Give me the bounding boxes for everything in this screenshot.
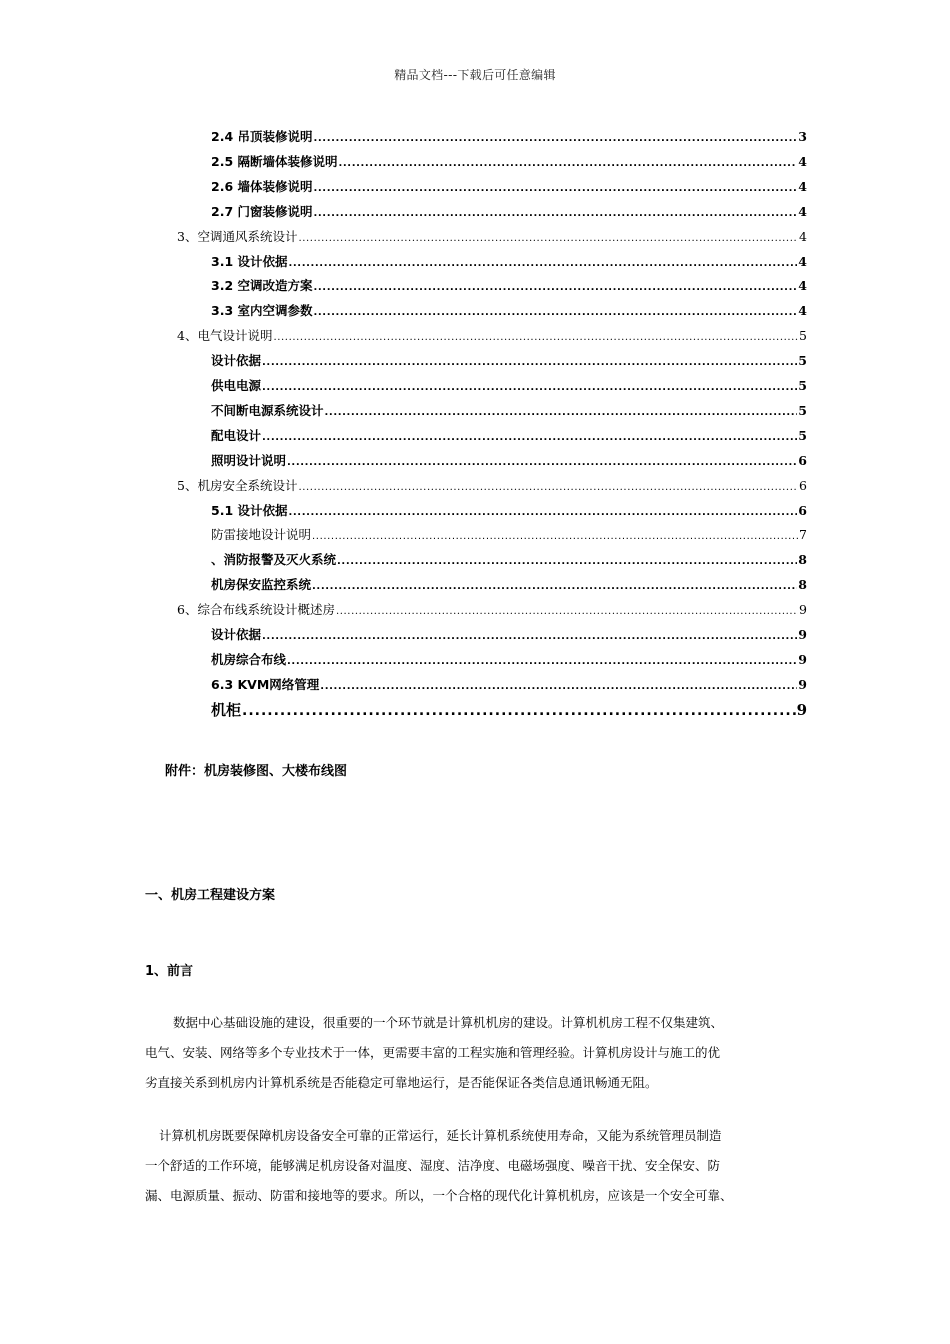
- toc-leader-dots: [314, 204, 798, 224]
- toc-entry-title: 照明设计说明: [211, 452, 287, 468]
- paragraph-line: 数据中心基础设施的建设，很重要的一个环节就是计算机机房的建设。计算机机房工程不仅集建筑、: [173, 1015, 724, 1030]
- toc-entry[interactable]: [211, 401, 807, 421]
- toc-entry-title: 设计依据: [211, 627, 262, 642]
- toc-leader-dots: [242, 701, 796, 721]
- toc-leader-dots: [262, 378, 797, 398]
- toc-entry-page: 5: [798, 402, 807, 418]
- toc-entry-title: 2.5 隔断墙体装修说明: [211, 153, 338, 169]
- toc-leader-dots: [314, 129, 798, 149]
- toc-entry-title: 防雷接地设计说明: [211, 527, 312, 543]
- toc-entry-title: 2.7 门窗装修说明: [211, 203, 313, 219]
- toc-leader-dots: [273, 328, 798, 348]
- toc-entry[interactable]: [211, 426, 807, 446]
- toc-entry[interactable]: [211, 451, 807, 471]
- toc-leader-dots: [314, 179, 798, 199]
- toc-entry[interactable]: [211, 625, 807, 645]
- toc-leader-dots: [325, 403, 798, 423]
- toc-entry-title: 供电电源: [211, 378, 262, 393]
- toc-entry-page: 4: [798, 253, 807, 269]
- toc-entry-title: 机柜: [211, 700, 242, 719]
- toc-leader-dots: [314, 303, 798, 323]
- toc-entry-page: 5: [798, 353, 807, 369]
- paragraph-line: 电气、安装、网络等多个专业技术于一体，更需要丰富的工程实施和管理经验。计算机房设计与施工的优: [145, 1045, 721, 1060]
- toc-entry-page: 6: [798, 452, 807, 468]
- toc-entry[interactable]: [211, 700, 807, 720]
- toc-entry-page: 4: [798, 203, 807, 219]
- toc-entry-page: 9: [798, 651, 807, 667]
- toc-entry-title: 5.1 设计依据: [211, 502, 288, 518]
- toc-entry-page: 4: [798, 178, 807, 194]
- toc-entry[interactable]: [211, 276, 807, 296]
- toc-entry-title: 3、空调通风系统设计: [177, 228, 298, 244]
- toc-entry[interactable]: [211, 650, 807, 670]
- paragraph-line: 劣直接关系到机房内计算机系统是否能稳定可靠地运行，是否能保证各类信息通讯畅通无阻。: [145, 1075, 658, 1090]
- toc-entry[interactable]: [177, 476, 807, 496]
- paragraph-2: [145, 1121, 810, 1211]
- page-header: 精品文档---下载后可任意编辑: [394, 68, 556, 82]
- toc-leader-dots: [337, 552, 797, 572]
- toc-leader-dots: [320, 677, 797, 697]
- toc-leader-dots: [298, 229, 798, 249]
- toc-entry[interactable]: [211, 127, 807, 147]
- toc-entry[interactable]: [211, 202, 807, 222]
- paragraph-line: 计算机机房既要保障机房设备安全可靠的正常运行，延长计算机系统使用寿命，又能为系统管理员制造: [159, 1128, 722, 1143]
- toc-entry-title: 3.2 空调改造方案: [211, 278, 313, 294]
- toc-entry-page: 4: [798, 303, 807, 319]
- toc-entry[interactable]: [211, 177, 807, 197]
- toc-leader-dots: [314, 278, 798, 298]
- toc-entry-title: 5、机房安全系统设计: [177, 477, 298, 493]
- section-heading: 一、机房工程建设方案: [145, 888, 276, 903]
- toc-entry-page: 9: [798, 676, 807, 692]
- toc-entry-page: 4: [799, 228, 807, 244]
- toc-entry-title: 3.1 设计依据: [211, 253, 288, 269]
- toc-entry-title: 机房保安监控系统: [211, 577, 312, 593]
- toc-entry-title: 2.4 吊顶装修说明: [211, 129, 313, 144]
- toc-entry[interactable]: [211, 501, 807, 521]
- toc-entry[interactable]: [211, 351, 807, 371]
- toc-entry-page: 5: [798, 378, 807, 393]
- toc-leader-dots: [262, 428, 797, 448]
- toc-entry-page: 8: [798, 552, 807, 568]
- toc-entry-page: 8: [798, 577, 807, 593]
- toc-entry-title: 3.3 室内空调参数: [211, 303, 313, 319]
- toc-entry-page: 9: [796, 700, 807, 719]
- toc-entry[interactable]: [211, 525, 807, 545]
- toc-leader-dots: [287, 453, 797, 473]
- toc-entry[interactable]: [211, 301, 807, 321]
- toc-entry-title: 4、电气设计说明: [177, 328, 273, 344]
- toc-entry-page: 4: [798, 153, 807, 169]
- toc-entry-page: 3: [798, 129, 807, 144]
- toc-entry-title: 6.3 KVM网络管理: [211, 676, 320, 692]
- toc-entry[interactable]: [177, 326, 807, 346]
- toc-entry-page: 5: [799, 328, 807, 344]
- toc-leader-dots: [262, 353, 797, 373]
- toc-entry-page: 5: [798, 427, 807, 443]
- paragraph-line: 漏、电源质量、振动、防雷和接地等的要求。所以，一个合格的现代化计算机机房，应该是一个安全可靠、: [145, 1188, 733, 1203]
- toc-leader-dots: [298, 478, 798, 498]
- toc-entry-page: 4: [798, 278, 807, 294]
- toc-entry-page: 7: [799, 527, 807, 543]
- toc-leader-dots: [289, 254, 798, 274]
- toc-entry-title: 不间断电源系统设计: [211, 402, 324, 418]
- toc-entry[interactable]: [211, 550, 807, 570]
- toc-entry-page: 6: [799, 477, 807, 493]
- toc-entry[interactable]: [177, 227, 807, 247]
- toc-entry-title: 、消防报警及灭火系统: [211, 552, 337, 568]
- paragraph-1: [145, 1008, 810, 1098]
- toc-leader-dots: [312, 577, 797, 597]
- attachment-note: 附件：机房装修图、大楼布线图: [165, 764, 348, 779]
- toc-entry-title: 2.6 墙体装修说明: [211, 178, 313, 194]
- toc-entry[interactable]: [211, 376, 807, 396]
- toc-entry[interactable]: [177, 600, 807, 620]
- toc-entry-title: 机房综合布线: [211, 651, 287, 667]
- toc-leader-dots: [287, 652, 797, 672]
- toc-entry[interactable]: [211, 575, 807, 595]
- toc-entry-page: 9: [799, 602, 807, 618]
- toc-leader-dots: [336, 602, 798, 622]
- toc-leader-dots: [339, 154, 798, 174]
- toc-entry-title: 配电设计: [211, 427, 262, 443]
- toc-leader-dots: [312, 527, 798, 547]
- toc-entry[interactable]: [211, 152, 807, 172]
- paragraph-line: 一个舒适的工作环境，能够满足机房设备对温度、湿度、洁净度、电磁场强度、噪音干扰、安全保安、防: [145, 1158, 721, 1173]
- toc-entry[interactable]: [211, 252, 807, 272]
- toc-entry-title: 设计依据: [211, 353, 262, 369]
- toc-entry-page: 9: [798, 627, 807, 642]
- toc-leader-dots: [262, 627, 797, 647]
- toc-entry-title: 6、综合布线系统设计概述房: [177, 602, 335, 618]
- toc-entry-page: 6: [798, 502, 807, 518]
- toc-entry[interactable]: [211, 675, 807, 695]
- toc-leader-dots: [289, 503, 798, 523]
- subsection-heading: 1、前言: [145, 964, 194, 979]
